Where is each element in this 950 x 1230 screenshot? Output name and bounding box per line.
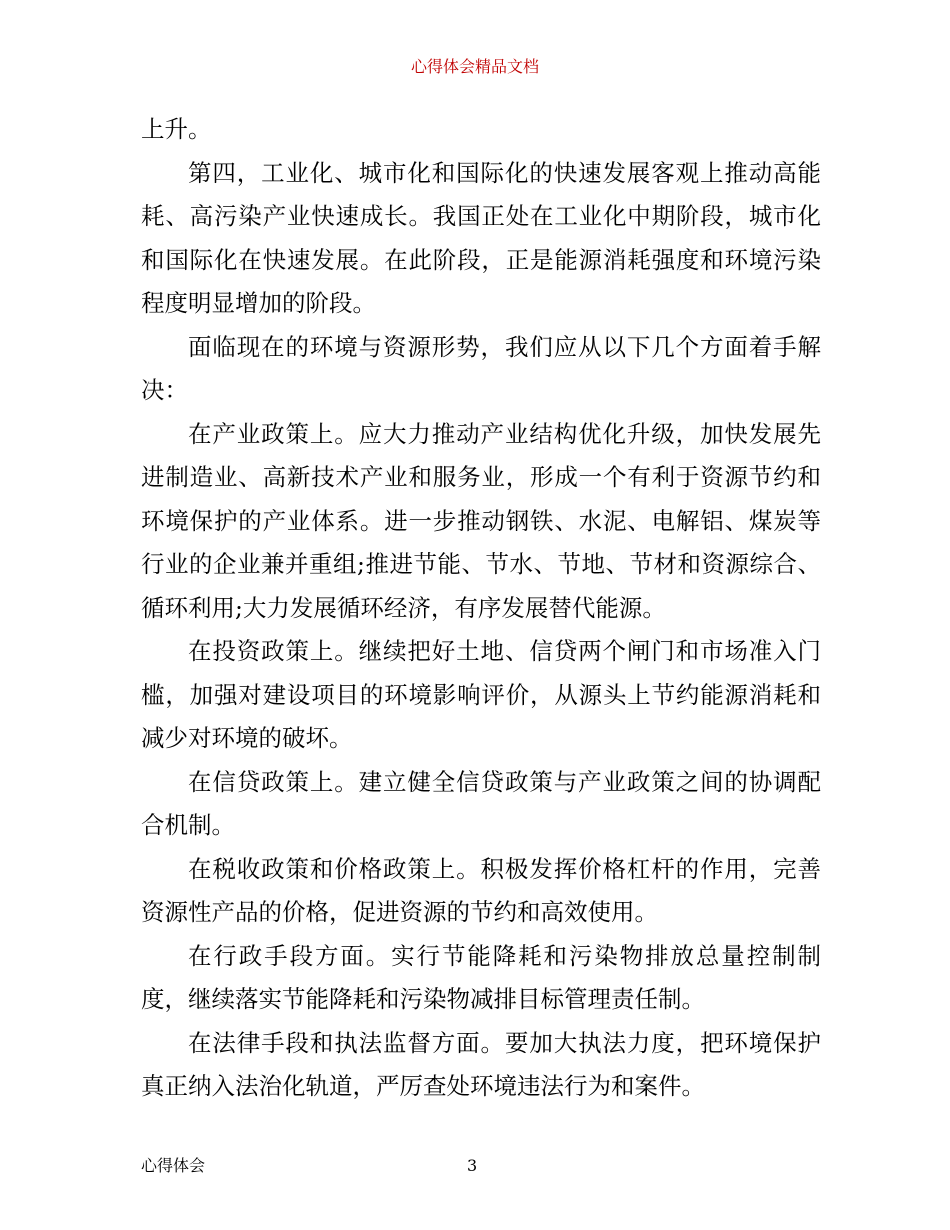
page-header-title: 心得体会精品文档 — [410, 57, 539, 76]
paragraph-fourth-point: 第四，工业化、城市化和国际化的快速发展客观上推动高能耗、高污染产业快速成长。我国正处在工业化中期阶段，城市化和国际化在快速发展。在此阶段，正是能源消耗强度和环境污染程度明显增加的阶段。 — [141, 158, 821, 317]
paragraph-administrative-means: 在行政手段方面。实行节能降耗和污染物排放总量控制制度，继续落实节能降耗和污染物减排目标管理责任制。 — [141, 941, 821, 1013]
paragraph-intro-solutions: 面临现在的环境与资源形势，我们应从以下几个方面着手解决： — [141, 332, 821, 404]
footer-label: 心得体会 — [141, 1156, 206, 1175]
paragraph-continuation: 上升。 — [141, 115, 212, 143]
paragraph-industrial-policy: 在产业政策上。应大力推动产业结构优化升级，加快发展先进制造业、高新技术产业和服务业，形成一个有利于资源节约和环境保护的产业体系。进一步推动钢铁、水泥、电解铝、煤炭等行业的企业兼并重组;推进节能、节水、节地、节材和资源综合、循环利用;大力发展循环经济，有序发展替代能源。 — [141, 419, 821, 622]
page-number: 3 — [467, 1156, 478, 1175]
paragraph-investment-policy: 在投资政策上。继续把好土地、信贷两个闸门和市场准入门槛，加强对建设项目的环境影响评价，从源头上节约能源消耗和减少对环境的破坏。 — [141, 637, 821, 752]
paragraph-tax-price-policy: 在税收政策和价格政策上。积极发挥价格杠杆的作用，完善资源性产品的价格，促进资源的节约和高效使用。 — [141, 854, 821, 926]
document-body — [141, 108, 821, 1109]
paragraph-credit-policy: 在信贷政策上。建立健全信贷政策与产业政策之间的协调配合机制。 — [141, 767, 821, 839]
paragraph-legal-means: 在法律手段和执法监督方面。要加大执法力度，把环境保护真正纳入法治化轨道，严厉查处环境违法行为和案件。 — [141, 1028, 821, 1100]
